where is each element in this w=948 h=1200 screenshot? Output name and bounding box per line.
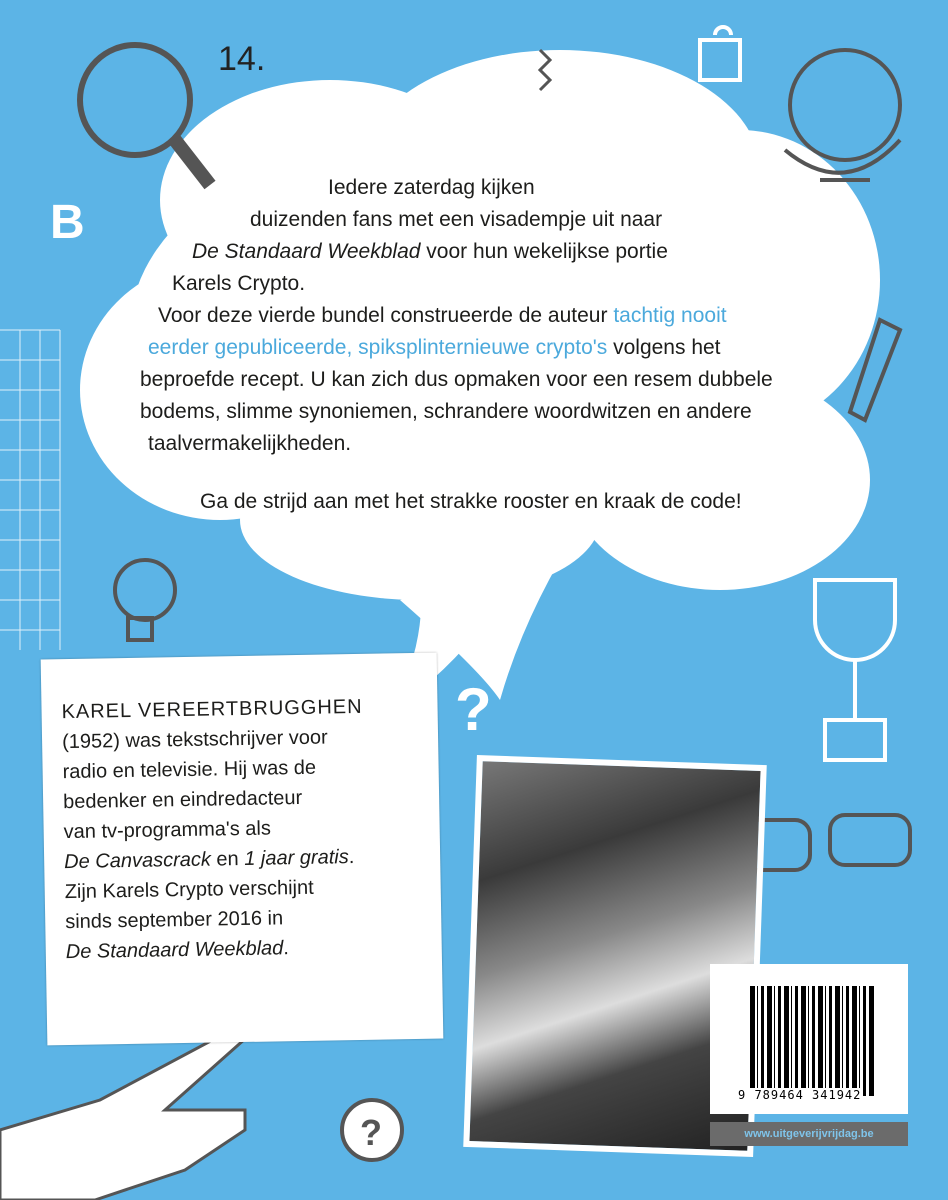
letter-b-icon: B: [50, 196, 85, 249]
blurb-tagline: Ga de strijd aan met het strakke rooster en kraak de code!: [200, 490, 742, 513]
program-title: 1 jaar gratis: [244, 846, 349, 870]
bio-text: .: [283, 937, 290, 960]
barcode: [710, 964, 908, 1114]
pointing-hand-icon: [0, 1020, 255, 1200]
globe-icon: [785, 50, 900, 180]
svg-text:?: ?: [360, 1112, 382, 1153]
lightbulb-icon: [115, 560, 175, 640]
crossword-grid-icon: [0, 330, 60, 650]
bio-line: sinds september 2016 in: [65, 907, 284, 934]
program-title: De Canvascrack: [64, 848, 212, 874]
author-bio-card: [41, 653, 444, 1046]
bio-text: .: [348, 846, 355, 869]
bio-text: en: [210, 847, 245, 871]
blurb-line: bodems, slimme synoniemen, schrandere woordwitzen en andere: [140, 400, 752, 423]
isbn-number: 9 789464 341942: [738, 1088, 862, 1102]
blurb-text: Voor deze vierde bundel construeerde de auteur: [158, 304, 614, 327]
highlight-text: eerder gepubliceerde, spiksplinternieuwe crypto's: [148, 336, 608, 359]
publication-title: De Standaard Weekblad: [65, 937, 284, 964]
bio-line: radio en televisie. Hij was de: [62, 756, 317, 784]
trophy-icon: [815, 580, 895, 760]
blurb-line: Iedere zaterdag kijken: [328, 176, 535, 199]
highlight-text: tachtig nooit: [613, 304, 727, 327]
blurb-text: volgens het: [607, 336, 721, 359]
page-number: 14.: [218, 40, 266, 78]
blurb-line: [148, 336, 721, 360]
magnifier-icon: [80, 45, 210, 185]
blurb-line: taalvermakelijkheden.: [148, 432, 352, 455]
question-mark-icon: ?: [455, 676, 492, 743]
bio-line: (1952) was tekstschrijver voor: [61, 726, 328, 754]
puzzle-piece-icon: [700, 27, 740, 80]
bio-line: bedenker en eindredacteur: [62, 786, 303, 814]
blurb-line: [158, 304, 727, 328]
blurb-line: Karels Crypto.: [172, 272, 306, 295]
bio-line: van tv-programma's als: [63, 817, 272, 844]
speech-bubble-question-icon: [342, 1100, 402, 1160]
author-name: KAREL VEREERTBRUGGHEN: [61, 695, 363, 724]
publication-title: De Standaard Weekblad: [192, 240, 421, 263]
publisher-website: www.uitgeverijvrijdag.be: [710, 1122, 908, 1146]
blurb-text: voor hun wekelijkse portie: [420, 240, 668, 263]
blurb-line: beproefde recept. U kan zich dus opmaken voor een resem dubbele: [140, 368, 773, 391]
bio-line: [64, 846, 354, 874]
blurb-line: [192, 240, 668, 264]
blurb-line: duizenden fans met een visadempje uit naar: [250, 208, 663, 231]
bio-line: Zijn Karels Crypto verschijnt: [64, 876, 314, 904]
barcode-bars: [750, 986, 876, 1096]
bio-line: [66, 937, 289, 964]
